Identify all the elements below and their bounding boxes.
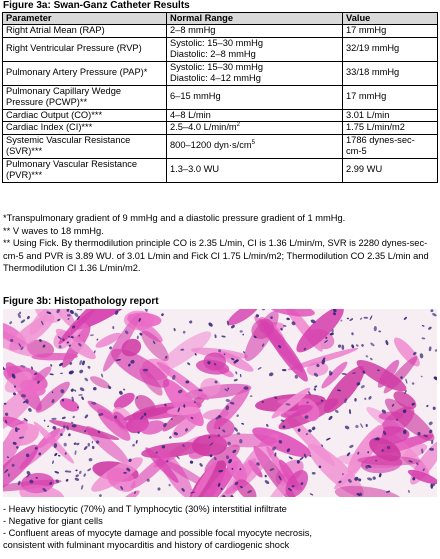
value-cell: 2.99 WU [343,158,438,182]
range-cell: 2–8 mmHg [167,25,343,38]
histopathology-findings [3,503,437,551]
parameter-cell: Cardiac Index (CI)*** [3,122,167,135]
table-row [3,85,438,109]
footnote: *Transpulmonary gradient of 9 mmHg and a diastolic pressure gradient of 1 mmHg. [3,213,346,223]
table-row [3,134,438,158]
footnote: ** V waves to 18 mmHg. [3,225,104,236]
figure-3a-title: Figure 3a: Swan-Ganz Catheter Results [3,0,190,11]
range-cell: 2.5–4.0 $L/\min/m^2$ [167,122,343,135]
table-row [3,61,438,85]
finding-line: consistent with fulminant myocarditis and history of cardiogenic shock [3,540,290,550]
footnote: ** Using Fick. By thermodilution principle CO is 2.35 L/min, CI is 1.36 L/min/m, SVR is 2280 dynes-sec-cm-5 and PVR is 3.89 WU. of 3.01 L/min and Fick CI 1.75 L/min/m2; Thermodilution CO 2.35 L/min and Thermodilution CI 1.36 L/min/m2. [3,238,429,273]
value-cell: 1786 dynes-sec- cm-5 [343,134,438,158]
parameter-cell: Right Atrial Mean (RAP) [3,25,167,38]
parameter-cell: Pulmonary Vascular Resistance (PVR)*** [3,158,167,182]
nucleus [342,473,344,475]
range-cell: Systolic: 15–30 mmHg Diastolic: 2–8 mmHg [167,37,343,61]
figure-3b-title: Figure 3b: Histopathology report [3,296,159,307]
table-row [3,109,438,122]
header-normal-range: Normal Range [167,13,343,25]
parameter-cell: Pulmonary Artery Pressure (PAP)* [3,61,167,85]
parameter-cell: Systemic Vascular Resistance (SVR)*** [3,134,167,158]
range-cell: 6–15 mmHg [167,85,343,109]
header-parameter: Parameter [3,13,167,25]
finding-line: - Confluent areas of myocyte damage and possible focal myocyte necrosis, [3,528,313,538]
nucleus [72,424,77,427]
value-cell: 32/19 mmHg [343,37,438,61]
range-cell: Systolic: 15–30 mmHg Diastolic: 4–12 mmHg [167,61,343,85]
range-cell: 1.3–3.0 WU [167,158,343,182]
value-cell: 3.01 L/min [343,109,438,122]
parameter-cell: Cardiac Output (CO)*** [3,109,167,122]
table-footnotes [3,212,437,275]
header-value: Value [343,13,438,25]
value-cell: 17 mmHg [343,85,438,109]
nucleus [354,398,356,402]
histopathology-micrograph [3,309,437,497]
table-row [3,25,438,38]
value-cell: 33/18 mmHg [343,61,438,85]
nucleus [38,452,41,455]
table-row [3,122,438,135]
parameter-cell: Pulmonary Capillary Wedge Pressure (PCWP)** [3,85,167,109]
value-cell: 17 mmHg [343,25,438,38]
finding-line: - Heavy histiocytic (70%) and T lymphocytic (30%) interstitial infiltrate [3,504,287,514]
range-cell: 800–1200 $dyn\cdot s/cm^5$ [167,134,343,158]
nucleus [240,330,243,332]
range-cell: 4–8 L/min [167,109,343,122]
value-cell: 1.75 L/min/m2 [343,122,438,135]
table-row [3,158,438,182]
finding-line: - Negative for giant cells [3,516,103,526]
parameter-cell: Right Ventricular Pressure (RVP) [3,37,167,61]
table-header-row [3,13,438,25]
nucleus [270,316,273,319]
table-row [3,37,438,61]
swan-ganz-table [2,12,438,183]
